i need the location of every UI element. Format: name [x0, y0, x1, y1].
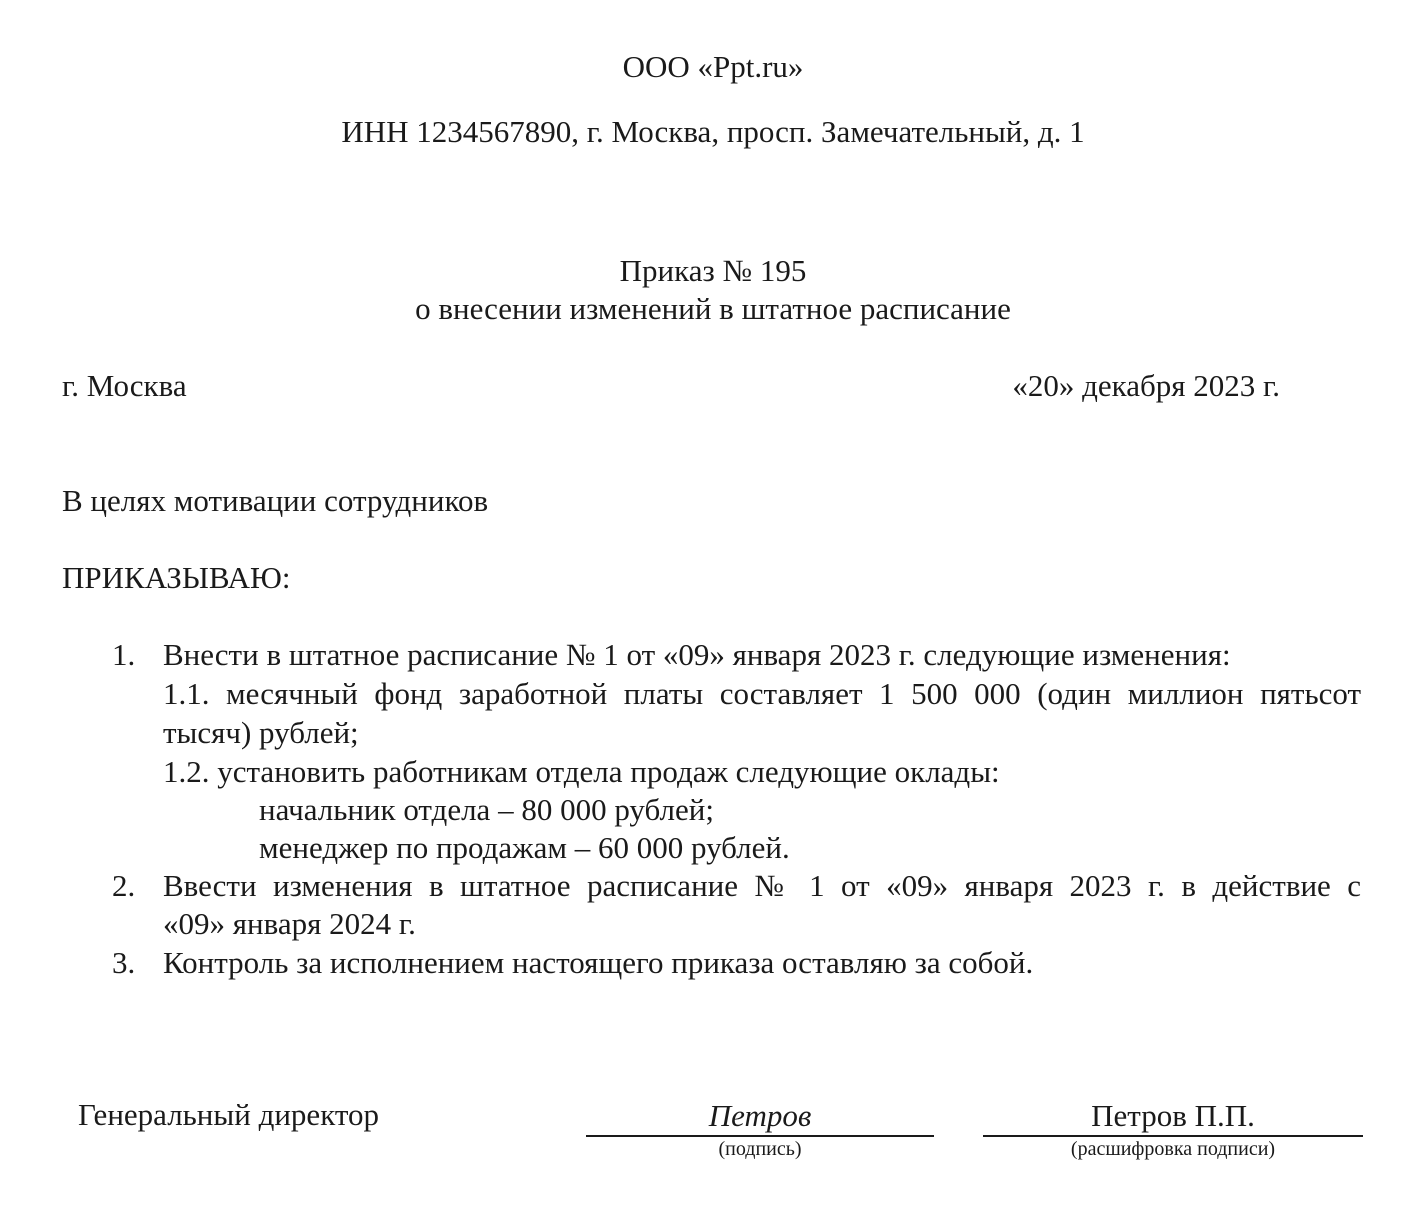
signature: Петров	[586, 1097, 934, 1137]
subitem-1-1: 1.1. месячный фонд заработной платы составляет 1 500 000 (один миллион пятьсот	[163, 676, 1361, 711]
order-date: «20» декабря 2023 г.	[1012, 368, 1280, 403]
item-number: 3.	[112, 945, 136, 980]
subitem-1-2: 1.2. установить работникам отдела продаж следующие оклады:	[163, 754, 1000, 789]
item-text: Ввести изменения в штатное расписание № 1 от «09» января 2023 г. в действие с	[163, 868, 1361, 903]
order-title: Приказ № 195	[619, 253, 807, 288]
city: г. Москва	[62, 368, 187, 403]
purpose-text: В целях мотивации сотрудников	[62, 483, 489, 518]
item-text: Внести в штатное расписание № 1 от «09» января 2023 г. следующие изменения:	[163, 637, 1231, 672]
signer-name-caption: (расшифровка подписи)	[1070, 1138, 1276, 1160]
order-subject: о внесении изменений в штатное расписание	[415, 291, 1011, 326]
decree-heading: ПРИКАЗЫВАЮ:	[62, 560, 291, 595]
company-details: ИНН 1234567890, г. Москва, просп. Замечательный, д. 1	[341, 114, 1085, 149]
item-text: Контроль за исполнением настоящего приказа оставляю за собой.	[163, 945, 1034, 980]
salary-head: начальник отдела – 80 000 рублей;	[259, 792, 714, 827]
company-name: ООО «Ppt.ru»	[622, 49, 804, 84]
item-number: 2.	[112, 868, 136, 903]
subitem-1-1-cont: тысяч) рублей;	[163, 715, 359, 750]
salary-manager: менеджер по продажам – 60 000 рублей.	[259, 830, 790, 865]
signer-name: Петров П.П.	[983, 1097, 1363, 1137]
signer-position: Генеральный директор	[78, 1097, 379, 1132]
signature-caption: (подпись)	[718, 1138, 802, 1160]
item-number: 1.	[112, 637, 136, 672]
item-text-cont: «09» января 2024 г.	[163, 906, 416, 941]
